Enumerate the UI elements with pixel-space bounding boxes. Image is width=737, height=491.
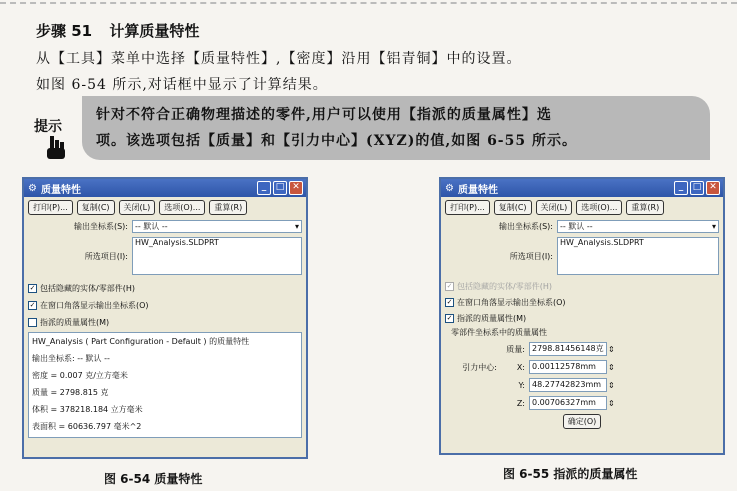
close-button[interactable]: 关闭(L) bbox=[536, 200, 573, 215]
recalculate-button[interactable]: 重算(R) bbox=[209, 200, 247, 215]
coord-system-select[interactable] bbox=[557, 220, 719, 233]
coord-system-value: -- 默认 -- bbox=[560, 222, 593, 231]
coord-system-label: 输出坐标系(S): bbox=[73, 222, 128, 231]
cog-z-input[interactable]: 0.00706327mm bbox=[529, 396, 607, 410]
dialog-titlebar bbox=[24, 179, 306, 197]
body-line-1: 从【工具】菜单中选择【质量特性】,【密度】沿用【铝青铜】中的设置。 bbox=[36, 51, 522, 67]
selected-items-list[interactable] bbox=[132, 237, 302, 275]
z-label: Z: bbox=[516, 398, 525, 408]
selected-items-label: 所选项目(I): bbox=[84, 252, 128, 261]
recalculate-button[interactable]: 重算(R) bbox=[626, 200, 664, 215]
app-icon: ⚙ bbox=[445, 182, 454, 194]
assigned-mass-dialog bbox=[439, 177, 725, 455]
y-label: Y: bbox=[518, 380, 525, 390]
selected-item: HW_Analysis.SLDPRT bbox=[135, 238, 219, 247]
close-icon[interactable]: ✕ bbox=[706, 181, 720, 195]
result-line: 表面积 = 60636.797 毫米^2 bbox=[32, 422, 142, 431]
copy-button[interactable]: 复制(C) bbox=[77, 200, 115, 215]
dialog-title: 质量特性 bbox=[40, 184, 81, 196]
minimize-icon[interactable]: _ bbox=[257, 181, 271, 195]
ok-button[interactable]: 确定(O) bbox=[563, 414, 602, 429]
options-button[interactable]: 选项(O)... bbox=[576, 200, 622, 215]
step-number: 步骤 51 bbox=[36, 22, 93, 40]
dialog-titlebar bbox=[441, 179, 723, 197]
selected-items-label: 所选项目(I): bbox=[509, 252, 553, 261]
options-button[interactable]: 选项(O)... bbox=[159, 200, 205, 215]
mass-label: 质量: bbox=[506, 344, 525, 354]
chevron-down-icon: ▾ bbox=[711, 222, 716, 231]
results-panel[interactable] bbox=[28, 332, 302, 438]
chevron-down-icon: ▾ bbox=[294, 222, 299, 231]
dialog-title: 质量特性 bbox=[457, 184, 498, 196]
coord-system-label: 输出坐标系(S): bbox=[498, 222, 553, 231]
spinner-icon[interactable]: ⇕ bbox=[608, 362, 615, 372]
step-heading bbox=[36, 20, 199, 41]
figure-caption-54: 图 6-54 质量特性 bbox=[104, 472, 203, 486]
section-heading: 零部件坐标系中的质量属性 bbox=[451, 328, 547, 337]
selected-items-list[interactable] bbox=[557, 237, 719, 275]
x-label: X: bbox=[516, 362, 525, 372]
tip-text bbox=[96, 102, 702, 154]
hand-icon bbox=[44, 134, 66, 160]
include-hidden-checkbox[interactable]: ✓ 包括隐藏的实体/零部件(H) bbox=[29, 284, 135, 293]
close-button[interactable]: 关闭(L) bbox=[119, 200, 156, 215]
body-line-2: 如图 6-54 所示,对话框中显示了计算结果。 bbox=[36, 77, 328, 93]
spinner-icon[interactable]: ⇕ bbox=[608, 398, 615, 408]
close-icon[interactable]: ✕ bbox=[289, 181, 303, 195]
top-divider bbox=[0, 2, 737, 4]
mass-properties-dialog bbox=[22, 177, 308, 459]
tip-line-2: 项。该选项包括【质量】和【引力中心】(XYZ)的值,如图 6-55 所示。 bbox=[96, 133, 577, 149]
coord-system-value: -- 默认 -- bbox=[135, 222, 168, 231]
cog-y-input[interactable]: 48.27742823mm bbox=[529, 378, 607, 392]
maximize-icon[interactable]: □ bbox=[273, 181, 287, 195]
maximize-icon[interactable]: □ bbox=[690, 181, 704, 195]
result-line: HW_Analysis ( Part Configuration - Default ) 的质量特性 bbox=[32, 337, 250, 346]
assigned-mass-checkbox[interactable]: 指派的质量属性(M) bbox=[28, 317, 302, 328]
tip-line-1: 针对不符合正确物理描述的零件,用户可以使用【指派的质量属性】选 bbox=[96, 107, 552, 123]
cog-x-input[interactable]: 0.00112578mm bbox=[529, 360, 607, 374]
spinner-icon[interactable]: ⇕ bbox=[608, 344, 615, 354]
spinner-icon[interactable]: ⇕ bbox=[608, 380, 615, 390]
cog-label: 引力中心: bbox=[462, 362, 497, 372]
figure-caption-55: 图 6-55 指派的质量属性 bbox=[503, 467, 638, 481]
show-coord-checkbox[interactable]: ✓ 在窗口角落显示输出坐标系(O) bbox=[446, 298, 566, 307]
selected-item: HW_Analysis.SLDPRT bbox=[560, 238, 644, 247]
assigned-mass-checkbox[interactable]: ✓ 指派的质量属性(M) bbox=[446, 314, 527, 323]
result-line: 密度 = 0.007 克/立方毫米 bbox=[32, 371, 128, 380]
include-hidden-checkbox: ✓ 包括隐藏的实体/零部件(H) bbox=[446, 282, 552, 291]
print-button[interactable]: 打印(P)... bbox=[28, 200, 73, 215]
app-icon: ⚙ bbox=[28, 182, 37, 194]
coord-system-select[interactable] bbox=[132, 220, 302, 233]
step-title: 计算质量特性 bbox=[109, 22, 200, 40]
result-line: 质量 = 2798.815 克 bbox=[32, 388, 109, 397]
show-coord-checkbox[interactable]: ✓ 在窗口角落显示输出坐标系(O) bbox=[29, 301, 149, 310]
print-button[interactable]: 打印(P)... bbox=[445, 200, 490, 215]
tip-label: 提示 bbox=[34, 119, 62, 135]
result-line: 输出坐标系: -- 默认 -- bbox=[32, 354, 110, 363]
copy-button[interactable]: 复制(C) bbox=[494, 200, 532, 215]
mass-input[interactable]: 2798.81456148克 bbox=[529, 342, 607, 356]
minimize-icon[interactable]: _ bbox=[674, 181, 688, 195]
result-line: 体积 = 378218.184 立方毫米 bbox=[32, 405, 143, 414]
